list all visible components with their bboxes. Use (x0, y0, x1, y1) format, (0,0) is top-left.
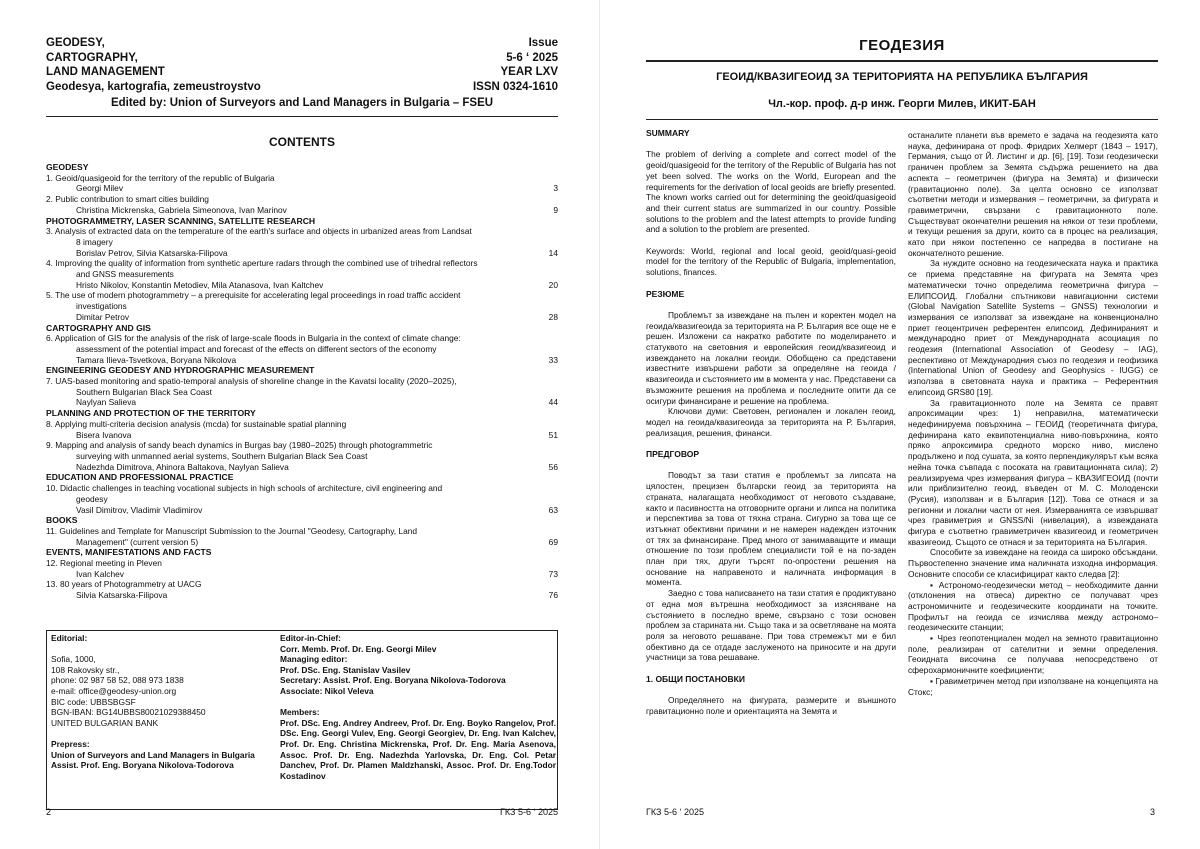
toc-entry[interactable] (46, 173, 558, 194)
toc-entry-page: 20 (548, 279, 558, 290)
foreword-heading: ПРЕДГОВОР (646, 449, 700, 460)
article-title: ГЕОИД/КВАЗИГЕОИД ЗА ТЕРИТОРИЯТА НА РЕПУБЛИКА БЪЛГАРИЯ (716, 71, 1088, 83)
resume-text: Проблемът за извеждане на пълен и коректен модел на геоида/квазигеоида за територията на Р. България все още не е решен. Изложени са накратко работите по моделирането и статуквото на световния и европейския геоид/квазигеоид и извеждането на локални геоиди. Обобщено са представени известните извършени работи за определяне на геоида /квазигеоида и състоянието им в момента у нас. Представени са възможните решения на проблема и последните опити да се осигури финансиране и решение на проблема. (646, 309, 896, 406)
toc-entry-title: 13. 80 years of Photogrammetry at UACG (46, 579, 202, 590)
toc-entry-title: 7. UAS-based monitoring and spatio-temporal analysis of shoreline change in the Kavatsi locality (2020–2025), (46, 376, 457, 387)
prepress-label: Prepress: (51, 738, 90, 749)
managing-editor-label: Managing editor: (280, 654, 348, 665)
toc-entry-page: 56 (548, 461, 558, 472)
toc-entry-page: 14 (548, 247, 558, 258)
issue-line: ISSN 0324-1610 (472, 80, 558, 93)
toc-entry-title-continued: geodesy (76, 493, 108, 504)
bic-line: BIC code: UBBSBGSF (51, 696, 136, 707)
toc-entry[interactable] (46, 376, 558, 408)
toc-entry-title: 9. Mapping and analysis of sandy beach dynamics in Burgas bay (1980–2025) through photogrammetric (46, 440, 433, 451)
members-list: Prof. DSc. Eng. Andrey Andreev, Prof. Dr. Eng. Boyko Rangelov, Prof. DSc. Eng. Georgi Vulev, Eng. Georgi Georgiev, Dr. Eng. Ivan Kalchev, Prof. Dr. Eng. Christina Mickrenska, Prof. Dr. Eng. Maria Asenova, Assoc. Prof. Dr. Eng. Nadezhda Yarlovska, Dr. Eng. Col. Petar Danchev, Prof. Dr. Plamen Maldzhanski, Assoc. Prof. Dr. Eng.Todor Kostadinov (280, 717, 556, 781)
toc-entry-title-continued: assessment of the potential impact and forecast of the effects on different sectors of the economy (76, 343, 437, 354)
toc-entry-authors: Hristo Nikolov, Konstantin Metodiev, Mila Atanasova, Ivan Kaltchev (76, 279, 324, 290)
journal-name-line: LAND MANAGEMENT (46, 66, 165, 78)
toc-entry[interactable] (46, 440, 558, 472)
address-line: Sofia, 1000, (51, 654, 96, 665)
journal-name-line: GEODESY, (46, 37, 105, 49)
table-of-contents (46, 162, 558, 601)
divider (646, 60, 1158, 62)
toc-entry-title: 5. The use of modern photogrammetry – a prerequisite for accelerating legal proceedings in road traffic accident (46, 290, 461, 301)
section-title: ГЕОДЕЗИЯ (859, 37, 945, 54)
journal-name (46, 36, 261, 94)
resume-heading: РЕЗЮМЕ (646, 288, 685, 299)
footer-journal-issue: ГКЗ 5-6 ‘ 2025 (646, 807, 704, 817)
foreword-paragraph: Заедно с това написването на тази статия е продиктувано от една моя вътрешна необходимост за изясняване на състоянието в последно време, свързано с този основен проблем за старината ни. Също така и за осветляване на моята роля за неговото решаване. При това стремежът ми е бил обективно да се отдаде заслуженото на приносите и на други участници за това решаване. (646, 588, 896, 663)
toc-entry-authors: Nadezhda Dimitrova, Ahinora Baltakova, Naylyan Salieva (76, 461, 289, 472)
toc-entry-authors: Georgi Milev (76, 183, 124, 194)
page-number: 2 (46, 807, 52, 817)
toc-section-heading: CARTOGRAPHY AND GIS (46, 322, 151, 333)
toc-entry-title: 11. Guidelines and Template for Manuscript Submission to the Journal "Geodesy, Cartography, Land (46, 525, 418, 536)
issue-line: Issue (528, 37, 558, 49)
editor-in-chief: Corr. Memb. Prof. Dr. Eng. Georgi Milev (280, 643, 437, 654)
journal-name-line: CARTOGRAPHY, (46, 51, 138, 64)
editor-in-chief-label: Editor-in-Chief: (280, 633, 341, 643)
toc-section-heading: PHOTOGRAMMETRY, LASER SCANNING, SATELLITE RESEARCH (46, 215, 316, 226)
toc-entry-authors: Tamara Ilieva-Tsvetkova, Boryana Nikolova (76, 354, 237, 365)
toc-entry-page: 63 (548, 504, 558, 515)
prepress-line: Assist. Prof. Eng. Boryana Nikolova-Todorova (51, 760, 234, 771)
toc-entry-authors: Vasil Dimitrov, Vladimir Vladimirov (76, 504, 203, 515)
method-bullet: ▪ Чрез геопотенциален модел на земното гравитационно поле, реализиран от сателитни и земни определения. Геоидната височина се получава непосредствено от сферохармоничните коефициенти; (908, 633, 1158, 676)
members-label: Members: (280, 707, 320, 718)
toc-entry-title: 2. Public contribution to smart cities building (46, 194, 209, 205)
managing-editor: Prof. DSc. Eng. Stanislav Vasilev (280, 664, 411, 675)
toc-section-heading: EDUCATION AND PROFESSIONAL PRACTICE (46, 472, 234, 483)
toc-entry-title-continued: and GNSS measurements (76, 269, 174, 280)
issue-line: 5-6 ‘ 2025 (506, 51, 558, 64)
article-column-right (908, 130, 1158, 697)
toc-section-heading: EVENTS, MANIFESTATIONS AND FACTS (46, 547, 212, 558)
toc-entry-title: 10. Didactic challenges in teaching vocational subjects in high schools of architecture, civil engineering and (46, 483, 443, 494)
body-paragraph: За нуждите основно на геодезическата наука и практика се приема представяне на фигурата на Земята чрез математически точно определима геометрична фигура – ЕЛИПСОИД. Глобални спътникови навигационни системи (Global Navigation Satellite Systems – GNSS) технологии и измервания се използват за извеждане на конвенционално приет геоцентричен референтен елипсоид. Дефинираният и международно приет от Международната асоциация по геодезия (International Association of Geodesy – IAG), респективно от Международния съюз по геодезия и геофизика (International Union of Geodesy and Geophysics - IUGG) се използва в световната наука и практика – Референтния елипсоид GRS80 [19]. (908, 258, 1158, 397)
toc-entry-title: 6. Application of GIS for the analysis of the risk of large-scale floods in Bulgaria in the context of climate change: (46, 333, 461, 344)
journal-name-line: Geodesya, kartografia, zemeustroystvo (46, 80, 261, 93)
toc-entry-authors: Ivan Kalchev (76, 568, 124, 579)
toc-entry[interactable] (46, 579, 558, 600)
toc-entry[interactable] (46, 258, 558, 290)
toc-entry-page: 9 (553, 204, 558, 215)
editorial-label: Editorial: (51, 633, 88, 643)
toc-section-heading: BOOKS (46, 515, 78, 526)
toc-entry[interactable] (46, 194, 558, 215)
divider (646, 119, 1158, 120)
associate: Associate: Nikol Veleva (280, 685, 374, 696)
toc-entry-title-continued: Southern Bulgarian Black Sea Coast (76, 386, 212, 397)
email-line: e-mail: office@geodesy-union.org (51, 685, 177, 696)
toc-entry-authors: Silvia Katsarska-Filipova (76, 590, 168, 601)
toc-entry-page: 33 (548, 354, 558, 365)
toc-entry-authors: Bisera Ivanova (76, 429, 132, 440)
right-page (600, 0, 1200, 849)
toc-entry-page: 28 (548, 311, 558, 322)
toc-entry-page: 73 (548, 568, 558, 579)
iban-line: BGN-IBAN: BG14UBBS80021029388450 (51, 707, 206, 718)
toc-entry[interactable] (46, 483, 558, 515)
phone-line: phone: 02 987 58 52, 088 973 1838 (51, 675, 184, 686)
toc-entry-authors: Christina Mickrenska, Gabriela Simeonova, Ivan Marinov (76, 204, 287, 215)
toc-entry-title: 1. Geoid/quasigeoid for the territory of the republic of Bulgaria (46, 172, 275, 183)
toc-entry[interactable] (46, 290, 558, 322)
toc-entry[interactable] (46, 419, 558, 440)
editorial-contacts (51, 633, 271, 771)
body-paragraph: останалите планети във времето е задача на геодезията като наука, дефинирана от проф. Фридрих Хелмерт (1843 – 1917), Германия, също от Й. Листинг и др. [6], [19]. Този геодезически граничен проблем за Земята съдържа решението на два аспекта – геометричен (фигура на Земята) и физически (гравитационно поле). За целта основно се използват съответни методи и измервания – геометрични, за фигурата и гравиметрични, свързани с гравитационното поле. Съществуват окончателни решения на някои от тези проблеми, и текущи решения за други, които са в процес на реализация, като при някои постепенно се напредва в постигане на окончателното решение. (908, 130, 1158, 258)
toc-entry-page: 3 (553, 183, 558, 194)
keywords-text: Keywords: World, regional and local geoid, geoid/quasi-geoid model for the territory of the Republic of Bulgaria, implementation, solutions, finances. (646, 245, 896, 278)
toc-entry-page: 76 (548, 590, 558, 601)
address-line: 108 Rakovsky str., (51, 664, 120, 675)
toc-entry-title-continued: Management" (current version 5) (76, 536, 199, 547)
editorial-box (46, 630, 558, 810)
method-bullet: ▪ Гравиметричен метод при използване на концепцията на Стокс; (908, 675, 1158, 697)
toc-entry-page: 69 (548, 536, 558, 547)
issue-info (473, 36, 558, 94)
toc-entry-page: 51 (548, 429, 558, 440)
footer-journal-issue: ГКЗ 5-6 ‘ 2025 (500, 807, 558, 817)
toc-entry-title-continued: surveying with unmanned aerial systems, Southern Bulgarian Black Sea Coast (76, 450, 368, 461)
secretary: Secretary: Assist. Prof. Eng. Boryana Nikolova-Todorova (280, 675, 506, 686)
prepress-line: Union of Surveyors and Land Managers in Bulgaria (51, 749, 255, 760)
toc-entry[interactable] (46, 526, 558, 547)
divider (46, 116, 558, 117)
general-paragraph: Определянето на фигурата, размерите и външното гравитационно поле и ориентацията на Земята и (646, 695, 896, 716)
body-paragraph: За гравитационното поле на Земята се правят апроксимации чрез: 1) неправилна, математически недефинируема повърхнина – ГЕОИД (теоретичната фигура, дефинирана като еквипотенциална ниво-повърхнина, която пряко апроксимира средното морско ниво, мислено продължено и под сушата, за която перпендикулярът към всяка нейна точка съвпада с посоката на гравитационната сила); 2) реализируема чрез измервания фигура – КВАЗИГЕОИД (почти или приблизително геоид, въведен от М. С. Молоденски (Русия), използван и в България [12]). Това се отнася и за регионни и локални части от нея. Измерванията се извършват чрез гравиметрия и GNSS/Ni (нивелация), а извежданата фигура е съответно гравиметричен квазигеоид и геометричен квазигеоид. Същото се отнася и за територията на България. (908, 397, 1158, 547)
keywords-bg-text: Ключови думи: Световен, регионален и локален геоид, модел на геоида/квазигеоида за територията на Р. България, реализация, решения, финанси. (646, 406, 896, 438)
toc-entry-authors: Borislav Petrov, Silvia Katsarska-Filipova (76, 247, 228, 258)
toc-section-heading: PLANNING AND PROTECTION OF THE TERRITORY (46, 408, 256, 419)
issue-line: YEAR LXV (500, 66, 558, 78)
foreword-paragraph: Поводът за тази статия е проблемът за липсата на цялостен, прецизен български геоид за територията на страната, налагащата необходимост от неговото създаване, както и пасивността на отговорните органи и липса на политика и перспектива за това от тяхна страна. Сигурно за това ще се изтъкнат обективни причини и не намерен надежден източник от тях за финансиране. Пред много от занимаващите и имащи отношение по този проблем специалисти той е на по-заден план при тях, други търсят по-опростени решения на основание на направеното и наличната информация в момента. (646, 470, 896, 588)
editorial-board (280, 633, 556, 781)
bank-line: UNITED BULGARIAN BANK (51, 717, 159, 728)
toc-entry-authors: Naylyan Salieva (76, 397, 137, 408)
article-author: Чл.-кор. проф. д-р инж. Георги Милев, ИКИТ-БАН (768, 98, 1036, 110)
page-number: 3 (1150, 807, 1156, 817)
contents-title: CONTENTS (269, 135, 335, 149)
article-column-left (646, 128, 896, 717)
toc-section-heading: ENGINEERING GEODESY AND HYDROGRAPHIC MEASUREMENT (46, 365, 315, 376)
toc-entry[interactable] (46, 333, 558, 365)
method-bullet: ▪ Астрономо-геодезически метод – необходимите данни (отклонения на отвеса) директно се получават чрез астрономичните и геодезическите координати на точките. Профилът на геоида се изчислява между астрономо–геодезическите станции; (908, 579, 1158, 633)
toc-entry[interactable] (46, 226, 558, 258)
toc-entry-title: 8. Applying multi-criteria decision analysis (mcda) for sustainable spatial planning (46, 418, 347, 429)
toc-entry-title: 12. Regional meeting in Pleven (46, 558, 162, 569)
summary-text: The problem of deriving a complete and correct model of the geoid/quasigeoid for the territory of the Republic of Bulgaria has not yet been solved. The works on the World, European and the requirements for the derivation of local geoids are briefly presented. The known works carried out for determining the geoid/quasigeoid and their current status are summarized in our country. Possible solutions to the problem and the latest attempts to provide funding and a solution to the problem are presented. (646, 149, 896, 235)
toc-entry-title-continued: investigations (76, 301, 127, 312)
toc-entry[interactable] (46, 558, 558, 579)
general-heading: 1. ОБЩИ ПОСТАНОВКИ (646, 673, 745, 684)
edited-by: Edited by: Union of Surveyors and Land Managers in Bulgaria – FSEU (110, 97, 494, 109)
toc-section-heading: GEODESY (46, 162, 89, 172)
toc-entry-title-continued: 8 imagery (76, 236, 113, 247)
toc-entry-page: 44 (548, 397, 558, 408)
summary-heading: SUMMARY (646, 128, 690, 138)
toc-entry-title: 3. Analysis of extracted data on the temperature of the earth's surface and objects in urbanized areas from Landsat (46, 226, 472, 237)
toc-entry-title: 4. Improving the quality of information from synthetic aperture radars through the combined use of trihedral reflectors (46, 258, 478, 269)
toc-entry-authors: Dimitar Petrov (76, 311, 130, 322)
body-paragraph: Способите за извеждане на геоида са широко обсъждани. Първостепенно значение има наличната изходна информация. Основните способи се класифицират както следва [2]: (908, 547, 1158, 579)
